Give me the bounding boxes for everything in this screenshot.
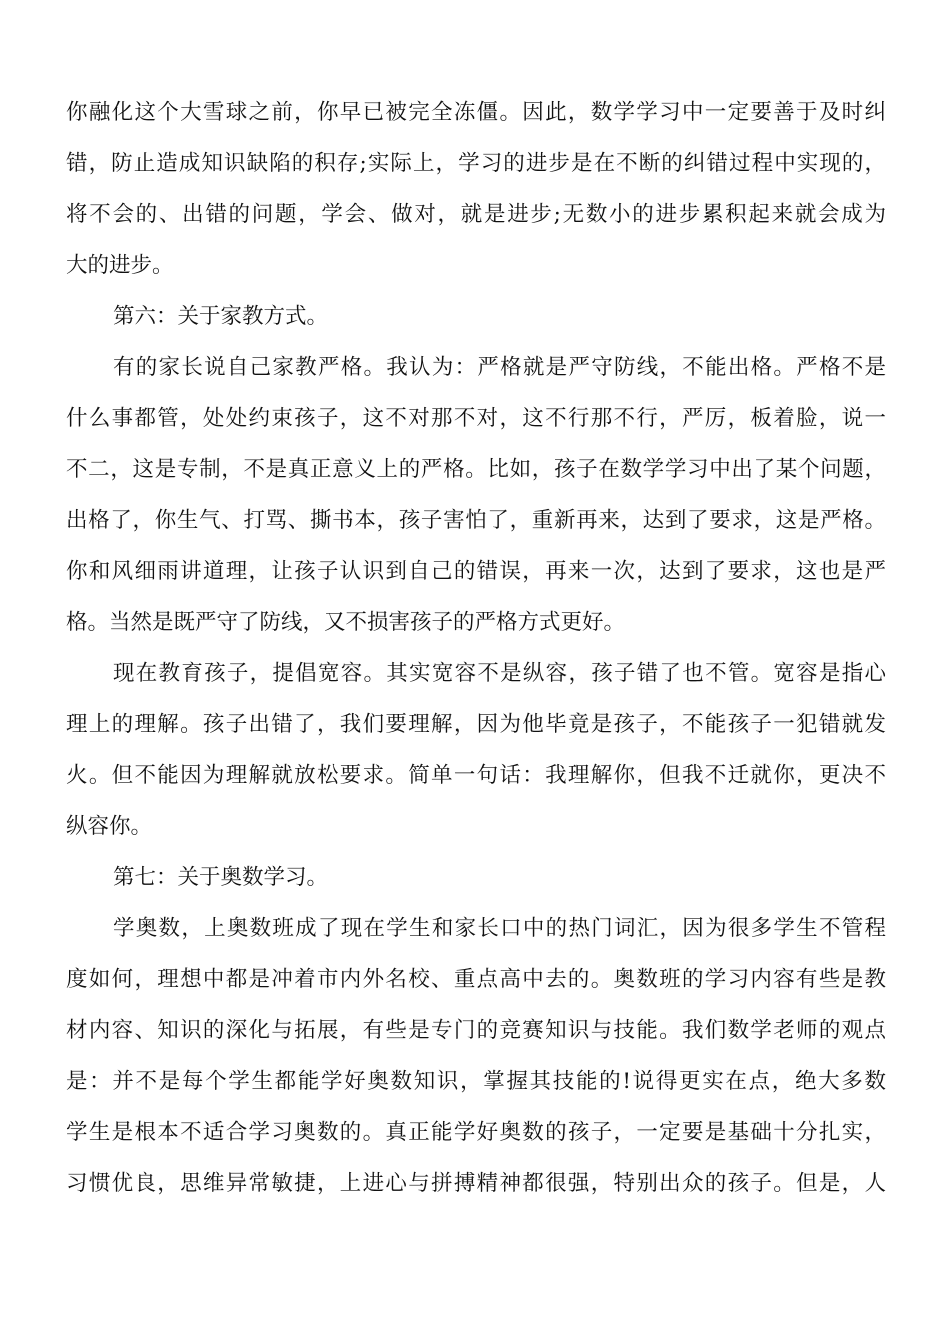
- paragraph-line: 不二，这是专制，不是真正意义上的严格。比如，孩子在数学学习中出了某个问题，: [66, 457, 886, 482]
- paragraph-line: 你和风细雨讲道理，让孩子认识到自己的错误，再来一次，达到了要求，这也是严: [66, 559, 886, 584]
- paragraph-line: 理上的理解。孩子出错了，我们要理解，因为他毕竟是孩子，不能孩子一犯错就发: [66, 712, 886, 737]
- paragraph-line: 是：并不是每个学生都能学好奥数知识，掌握其技能的!说得更实在点，绝大多数: [66, 1069, 886, 1094]
- paragraph-last-line: 格。当然是既严守了防线，又不损害孩子的严格方式更好。: [66, 610, 626, 635]
- paragraph-line: 错，防止造成知识缺陷的积存;实际上，学习的进步是在不断的纠错过程中实现的，: [66, 151, 886, 176]
- paragraph-line: 度如何，理想中都是冲着市内外名校、重点高中去的。奥数班的学习内容有些是教: [66, 967, 886, 992]
- paragraph-line: 将不会的、出错的问题，学会、做对，就是进步;无数小的进步累积起来就会成为: [66, 202, 886, 227]
- paragraph-line: 什么事都管，处处约束孩子，这不对那不对，这不行那不行，严厉，板着脸，说一: [66, 406, 886, 431]
- document-page: [66, 93, 886, 1215]
- paragraph-line: 学奥数，上奥数班成了现在学生和家长口中的热门词汇，因为很多学生不管程: [113, 916, 886, 941]
- paragraph-line: 你融化这个大雪球之前，你早已被完全冻僵。因此，数学学习中一定要善于及时纠: [66, 100, 886, 125]
- paragraph-last-line: 第七：关于奥数学习。: [113, 865, 329, 890]
- paragraph-last-line: 第六：关于家教方式。: [113, 304, 329, 329]
- paragraph-line: 有的家长说自己家教严格。我认为：严格就是严守防线，不能出格。严格不是: [113, 355, 886, 380]
- paragraph-line: 出格了，你生气、打骂、撕书本，孩子害怕了，重新再来，达到了要求，这是严格。: [66, 508, 886, 533]
- paragraph-line: 火。但不能因为理解就放松要求。简单一句话：我理解你，但我不迁就你，更决不: [66, 763, 886, 788]
- paragraph-line: 习惯优良，思维异常敏捷，上进心与拼搏精神都很强，特别出众的孩子。但是，人: [66, 1171, 886, 1196]
- paragraph-line: 现在教育孩子，提倡宽容。其实宽容不是纵容，孩子错了也不管。宽容是指心: [113, 661, 886, 686]
- paragraph-last-line: 大的进步。: [66, 253, 174, 278]
- paragraph-last-line: 纵容你。: [66, 814, 153, 839]
- paragraph-line: 材内容、知识的深化与拓展，有些是专门的竞赛知识与技能。我们数学老师的观点: [66, 1018, 886, 1043]
- paragraph-line: 学生是根本不适合学习奥数的。真正能学好奥数的孩子，一定要是基础十分扎实，: [66, 1120, 886, 1145]
